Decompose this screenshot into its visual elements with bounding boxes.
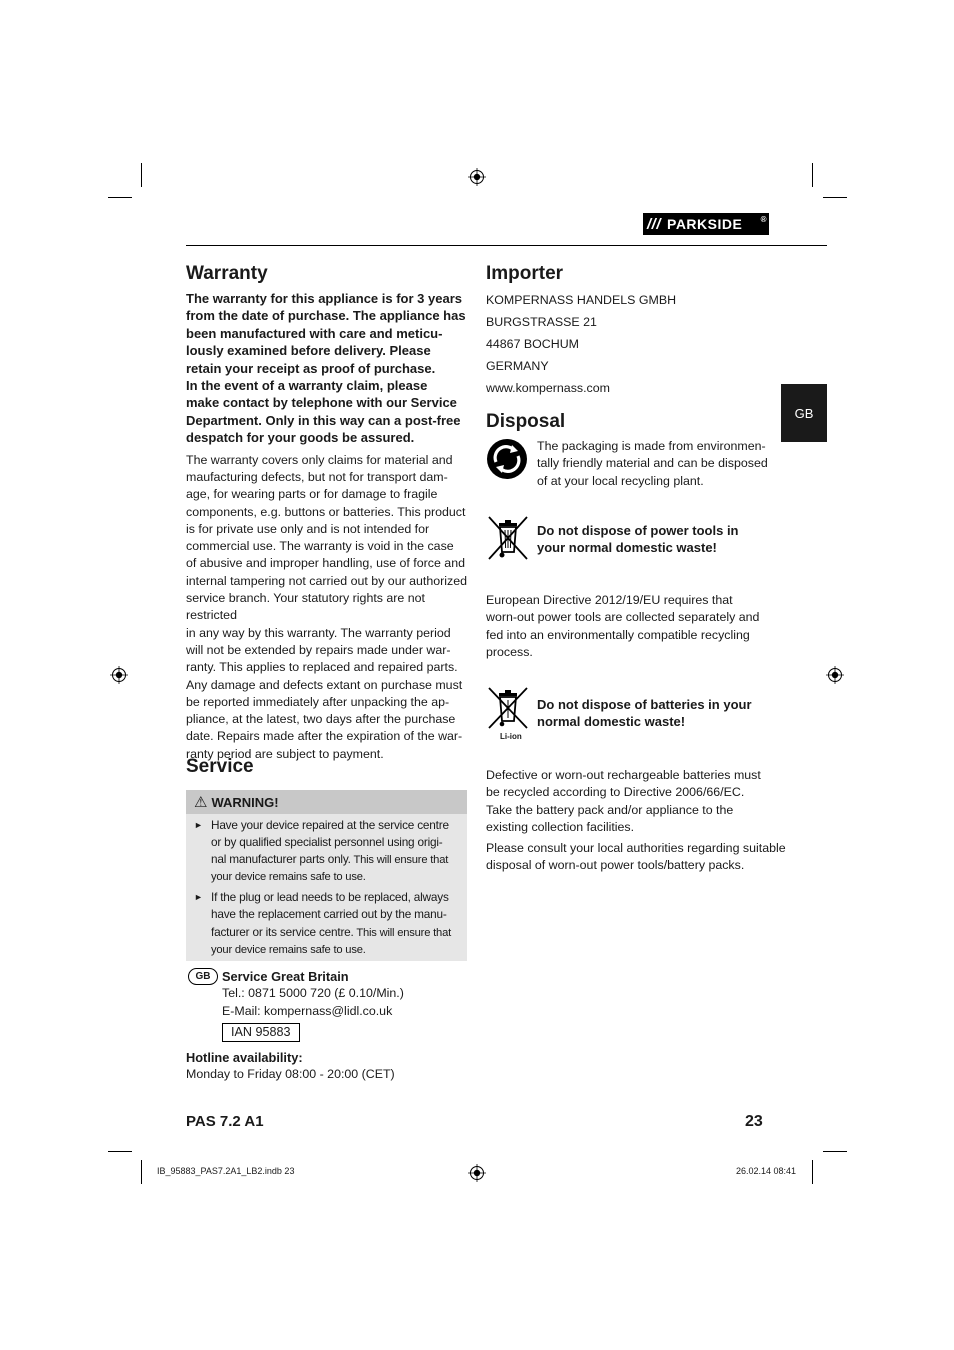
address-line: GERMANY <box>486 359 549 373</box>
warning-box <box>186 790 467 961</box>
warning-note: your device remains safe to use. <box>211 943 366 956</box>
importer-title: Importer <box>486 263 564 284</box>
warning-item <box>186 889 467 958</box>
text-line: normal domestic waste! <box>537 714 686 730</box>
hotline <box>186 1049 395 1084</box>
warning-label: WARNING! <box>211 794 279 810</box>
text-line: maufacturing defects, but not for transport dam- <box>186 469 448 484</box>
text-line: of abusive and improper handling, use of force and <box>186 556 465 571</box>
print-slug-file: IB_95883_PAS7.2A1_LB2.indb 23 <box>157 1166 295 1176</box>
warranty-section <box>186 263 476 763</box>
text-line: European Directive 2012/19/EU requires that <box>486 593 733 607</box>
warning-header <box>186 790 467 814</box>
text-line: service branch. Your statutory rights are not restricted <box>186 591 425 623</box>
address-line: BURGSTRASSE 21 <box>486 315 597 329</box>
text-line: of at your local recycling plant. <box>537 473 704 488</box>
logo-registered-mark: ® <box>760 215 767 224</box>
text-line: The warranty for this appliance is for 3 years <box>186 291 462 306</box>
service-email: E-Mail: kompernass@lidl.co.uk <box>222 1003 393 1018</box>
page-number: 23 <box>745 1113 763 1130</box>
text-line: Department. Only in this way can a post-free <box>186 412 461 428</box>
service-country-heading: Service Great Britain <box>222 969 349 984</box>
crop-mark <box>823 197 847 198</box>
text-line: disposal of worn-out power tools/battery packs. <box>486 858 745 873</box>
warning-note: This will ensure that <box>350 854 449 867</box>
directive-text <box>486 592 776 661</box>
crop-mark <box>108 1151 132 1152</box>
warning-line: or by qualified specialist personnel using origi- <box>211 835 443 850</box>
warning-item <box>186 817 467 886</box>
text-line: internal tampering not carried out by our authorized <box>186 573 468 588</box>
text-line: be reported immediately after unpacking the ap- <box>186 694 450 709</box>
hotline-label: Hotline availability: <box>186 1050 303 1065</box>
registration-mark-icon <box>468 168 486 186</box>
logo-slashes: /// <box>647 215 662 233</box>
hotline-hours: Monday to Friday 08:00 - 20:00 (CET) <box>186 1067 395 1082</box>
bullet-arrow-icon: ► <box>194 892 203 903</box>
service-contact <box>222 968 404 1042</box>
text-line: The packaging is made from environmen- <box>537 439 766 453</box>
text-line: ranty period are subject to payment. <box>186 746 384 761</box>
packaging-text <box>537 438 777 490</box>
text-line: be recycled according to Directive 2006/66/EC. <box>486 785 745 800</box>
consult-text <box>486 840 786 875</box>
text-line: pliance, at the latest, two days after the purchase <box>186 712 456 727</box>
country-badge: GB <box>188 968 218 985</box>
crop-mark <box>823 1151 847 1152</box>
crop-mark <box>812 163 813 187</box>
warning-line: Have your device repaired at the service centre <box>211 818 449 832</box>
text-line: your normal domestic waste! <box>537 540 717 556</box>
language-tab: GB <box>781 384 827 442</box>
power-tools-warning <box>537 522 777 557</box>
crop-mark <box>141 163 142 187</box>
importer-address <box>486 289 776 399</box>
text-line: Any damage and defects extant on purchase must <box>186 677 463 692</box>
text-line: Defective or worn-out rechargeable batteries must <box>486 768 761 782</box>
parkside-logo <box>643 213 769 235</box>
text-line: age, for wearing parts or for damage to fragile <box>186 487 438 502</box>
text-line: Do not dispose of batteries in your <box>537 697 752 712</box>
warranty-intro <box>186 290 476 447</box>
warning-line: have the replacement carried out by the manu- <box>211 907 447 922</box>
warning-list <box>186 814 467 959</box>
crop-mark <box>812 1160 813 1184</box>
text-line: will not be extended by repairs made under war- <box>186 642 451 657</box>
recycling-icon <box>486 438 528 480</box>
ian-number: IAN 95883 <box>222 1023 300 1042</box>
text-line: Take the battery pack and/or appliance to the <box>486 802 734 817</box>
text-line: date. Repairs made after the expiration of the war- <box>186 729 463 744</box>
warning-triangle-icon: ⚠ <box>194 794 208 811</box>
warning-line <box>211 851 461 869</box>
text-line: Do not dispose of power tools in <box>537 523 739 538</box>
text-line: lously examined before delivery. Please <box>186 343 431 359</box>
text-line: components, e.g. buttons or batteries. This product <box>186 504 466 519</box>
print-slug-date: 26.02.14 08:41 <box>736 1166 797 1176</box>
crossed-bin-liion-icon <box>486 687 530 731</box>
warning-note: your device remains safe to use. <box>211 871 366 884</box>
service-title: Service <box>186 756 254 777</box>
address-line: KOMPERNASS HANDELS GMBH <box>486 293 677 307</box>
text-line: Please consult your local authorities regarding suitable <box>486 841 786 855</box>
logo-wordmark: PARKSIDE <box>667 216 743 232</box>
text-line: fed into an environmentally compatible recycling <box>486 627 750 642</box>
text-line: make contact by telephone with our Service <box>186 395 457 411</box>
warranty-body <box>186 452 476 763</box>
warranty-title: Warranty <box>186 263 268 284</box>
text-line: from the date of purchase. The appliance has <box>186 308 466 324</box>
battery-text <box>486 767 776 836</box>
batteries-warning <box>537 696 777 731</box>
registration-mark-icon <box>826 666 844 684</box>
text-line: worn-out power tools are collected separately and <box>486 610 760 625</box>
header-rule <box>186 245 827 246</box>
address-line: www.kompernass.com <box>486 381 610 395</box>
text-line: ranty. This applies to replaced and repaired parts. <box>186 660 458 675</box>
text-line: despatch for your goods be assured. <box>186 430 415 446</box>
text-line: process. <box>486 644 533 659</box>
text-line: In the event of a warranty claim, please <box>186 378 428 394</box>
crossed-bin-icon <box>486 514 530 562</box>
warning-emphasis: nal manufacturer parts only. <box>211 852 351 867</box>
importer-section <box>486 263 776 399</box>
warning-emphasis: facturer or its service centre. <box>211 924 354 939</box>
disposal-title: Disposal <box>486 411 566 432</box>
text-line: been manufactured with care and meticu- <box>186 325 443 341</box>
text-line: is for private use only and is not intended for <box>186 521 430 536</box>
text-line: retain your receipt as proof of purchase. <box>186 360 436 376</box>
warning-line: If the plug or lead needs to be replaced, always <box>211 890 449 905</box>
registration-mark-icon <box>110 666 128 684</box>
text-line: in any way by this warranty. The warranty period <box>186 625 451 640</box>
text-line: tally friendly material and can be disposed <box>537 456 768 471</box>
address-line: 44867 BOCHUM <box>486 337 579 351</box>
text-line: The warranty covers only claims for material and <box>186 452 453 467</box>
registration-mark-icon <box>468 1164 486 1182</box>
warning-note: This will ensure that <box>353 926 451 939</box>
text-line: existing collection facilities. <box>486 819 635 834</box>
service-tel: Tel.: 0871 5000 720 (£ 0.10/Min.) <box>222 986 404 1001</box>
liion-label: Li-ion <box>500 732 522 741</box>
crop-mark <box>141 1160 142 1184</box>
crop-mark <box>108 197 132 198</box>
bullet-arrow-icon: ► <box>194 820 203 830</box>
text-line: commercial use. The warranty is void in the case <box>186 539 454 554</box>
model-number: PAS 7.2 A1 <box>186 1113 264 1130</box>
warning-line <box>211 924 461 942</box>
